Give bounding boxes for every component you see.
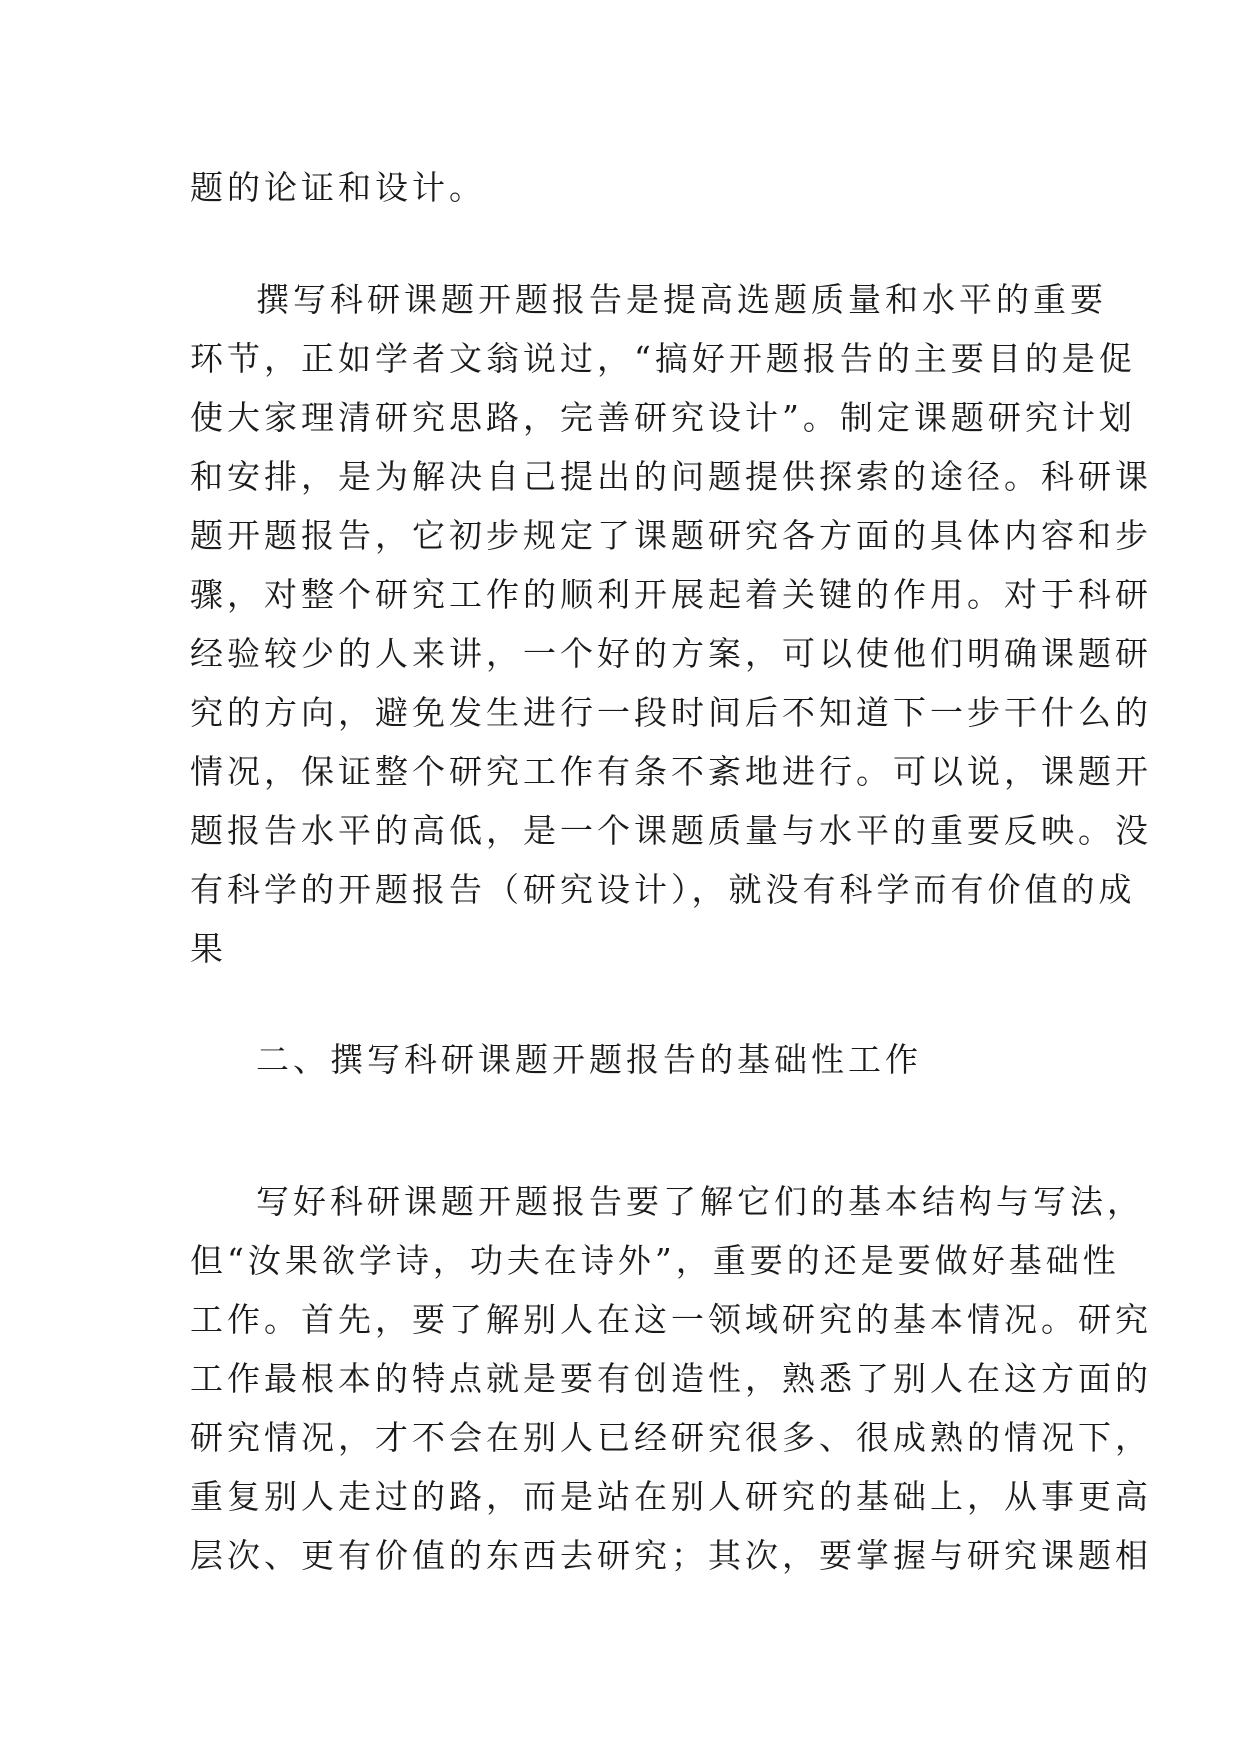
text-line: 骤，对整个研究工作的顺利开展起着关键的作用。对于科研: [190, 575, 1152, 614]
text-line: 撰写科研课题开题报告是提高选题质量和水平的重要: [256, 280, 1107, 319]
text-line: 工作最根本的特点就是要有创造性，熟悉了别人在这方面的: [190, 1359, 1152, 1398]
paragraph-importance: [190, 270, 1152, 978]
heading-line: 二、撰写科研课题开题报告的基础性工作: [256, 1040, 922, 1079]
text-line: 有科学的开题报告（研究设计），就没有科学而有价值的成: [190, 870, 1136, 909]
text-line: 环节，正如学者文翁说过，“搞好开题报告的主要目的是促: [190, 339, 1136, 378]
section-heading: [190, 1030, 1070, 1089]
paragraph-continuation: [190, 158, 1070, 217]
text-line: 究的方向，避免发生进行一段时间后不知道下一步干什么的: [190, 693, 1152, 732]
text-line: 果: [190, 929, 227, 968]
text-line: 和安排，是为解决自己提出的问题提供探索的途径。科研课: [190, 457, 1152, 496]
text-line: 题报告水平的高低，是一个课题质量与水平的重要反映。没: [190, 811, 1152, 850]
text-line: 题开题报告，它初步规定了课题研究各方面的具体内容和步: [190, 516, 1152, 555]
text-line: 题的论证和设计。: [190, 168, 486, 207]
text-line: 层次、更有价值的东西去研究；其次，要掌握与研究课题相: [190, 1536, 1152, 1575]
paragraph-foundation: [190, 1172, 1152, 1585]
text-line: 经验较少的人来讲，一个好的方案，可以使他们明确课题研: [190, 634, 1152, 673]
text-line: 研究情况，才不会在别人已经研究很多、很成熟的情况下，: [190, 1418, 1152, 1457]
text-line: 情况，保证整个研究工作有条不紊地进行。可以说，课题开: [190, 752, 1152, 791]
text-line: 工作。首先，要了解别人在这一领域研究的基本情况。研究: [190, 1300, 1152, 1339]
text-line: 使大家理清研究思路，完善研究设计”。制定课题研究计划: [190, 398, 1136, 437]
text-line: 但“汝果欲学诗，功夫在诗外”，重要的还是要做好基础性: [190, 1241, 1120, 1280]
text-line: 写好科研课题开题报告要了解它们的基本结构与写法，: [256, 1182, 1144, 1221]
text-line: 重复别人走过的路，而是站在别人研究的基础上，从事更高: [190, 1477, 1152, 1516]
